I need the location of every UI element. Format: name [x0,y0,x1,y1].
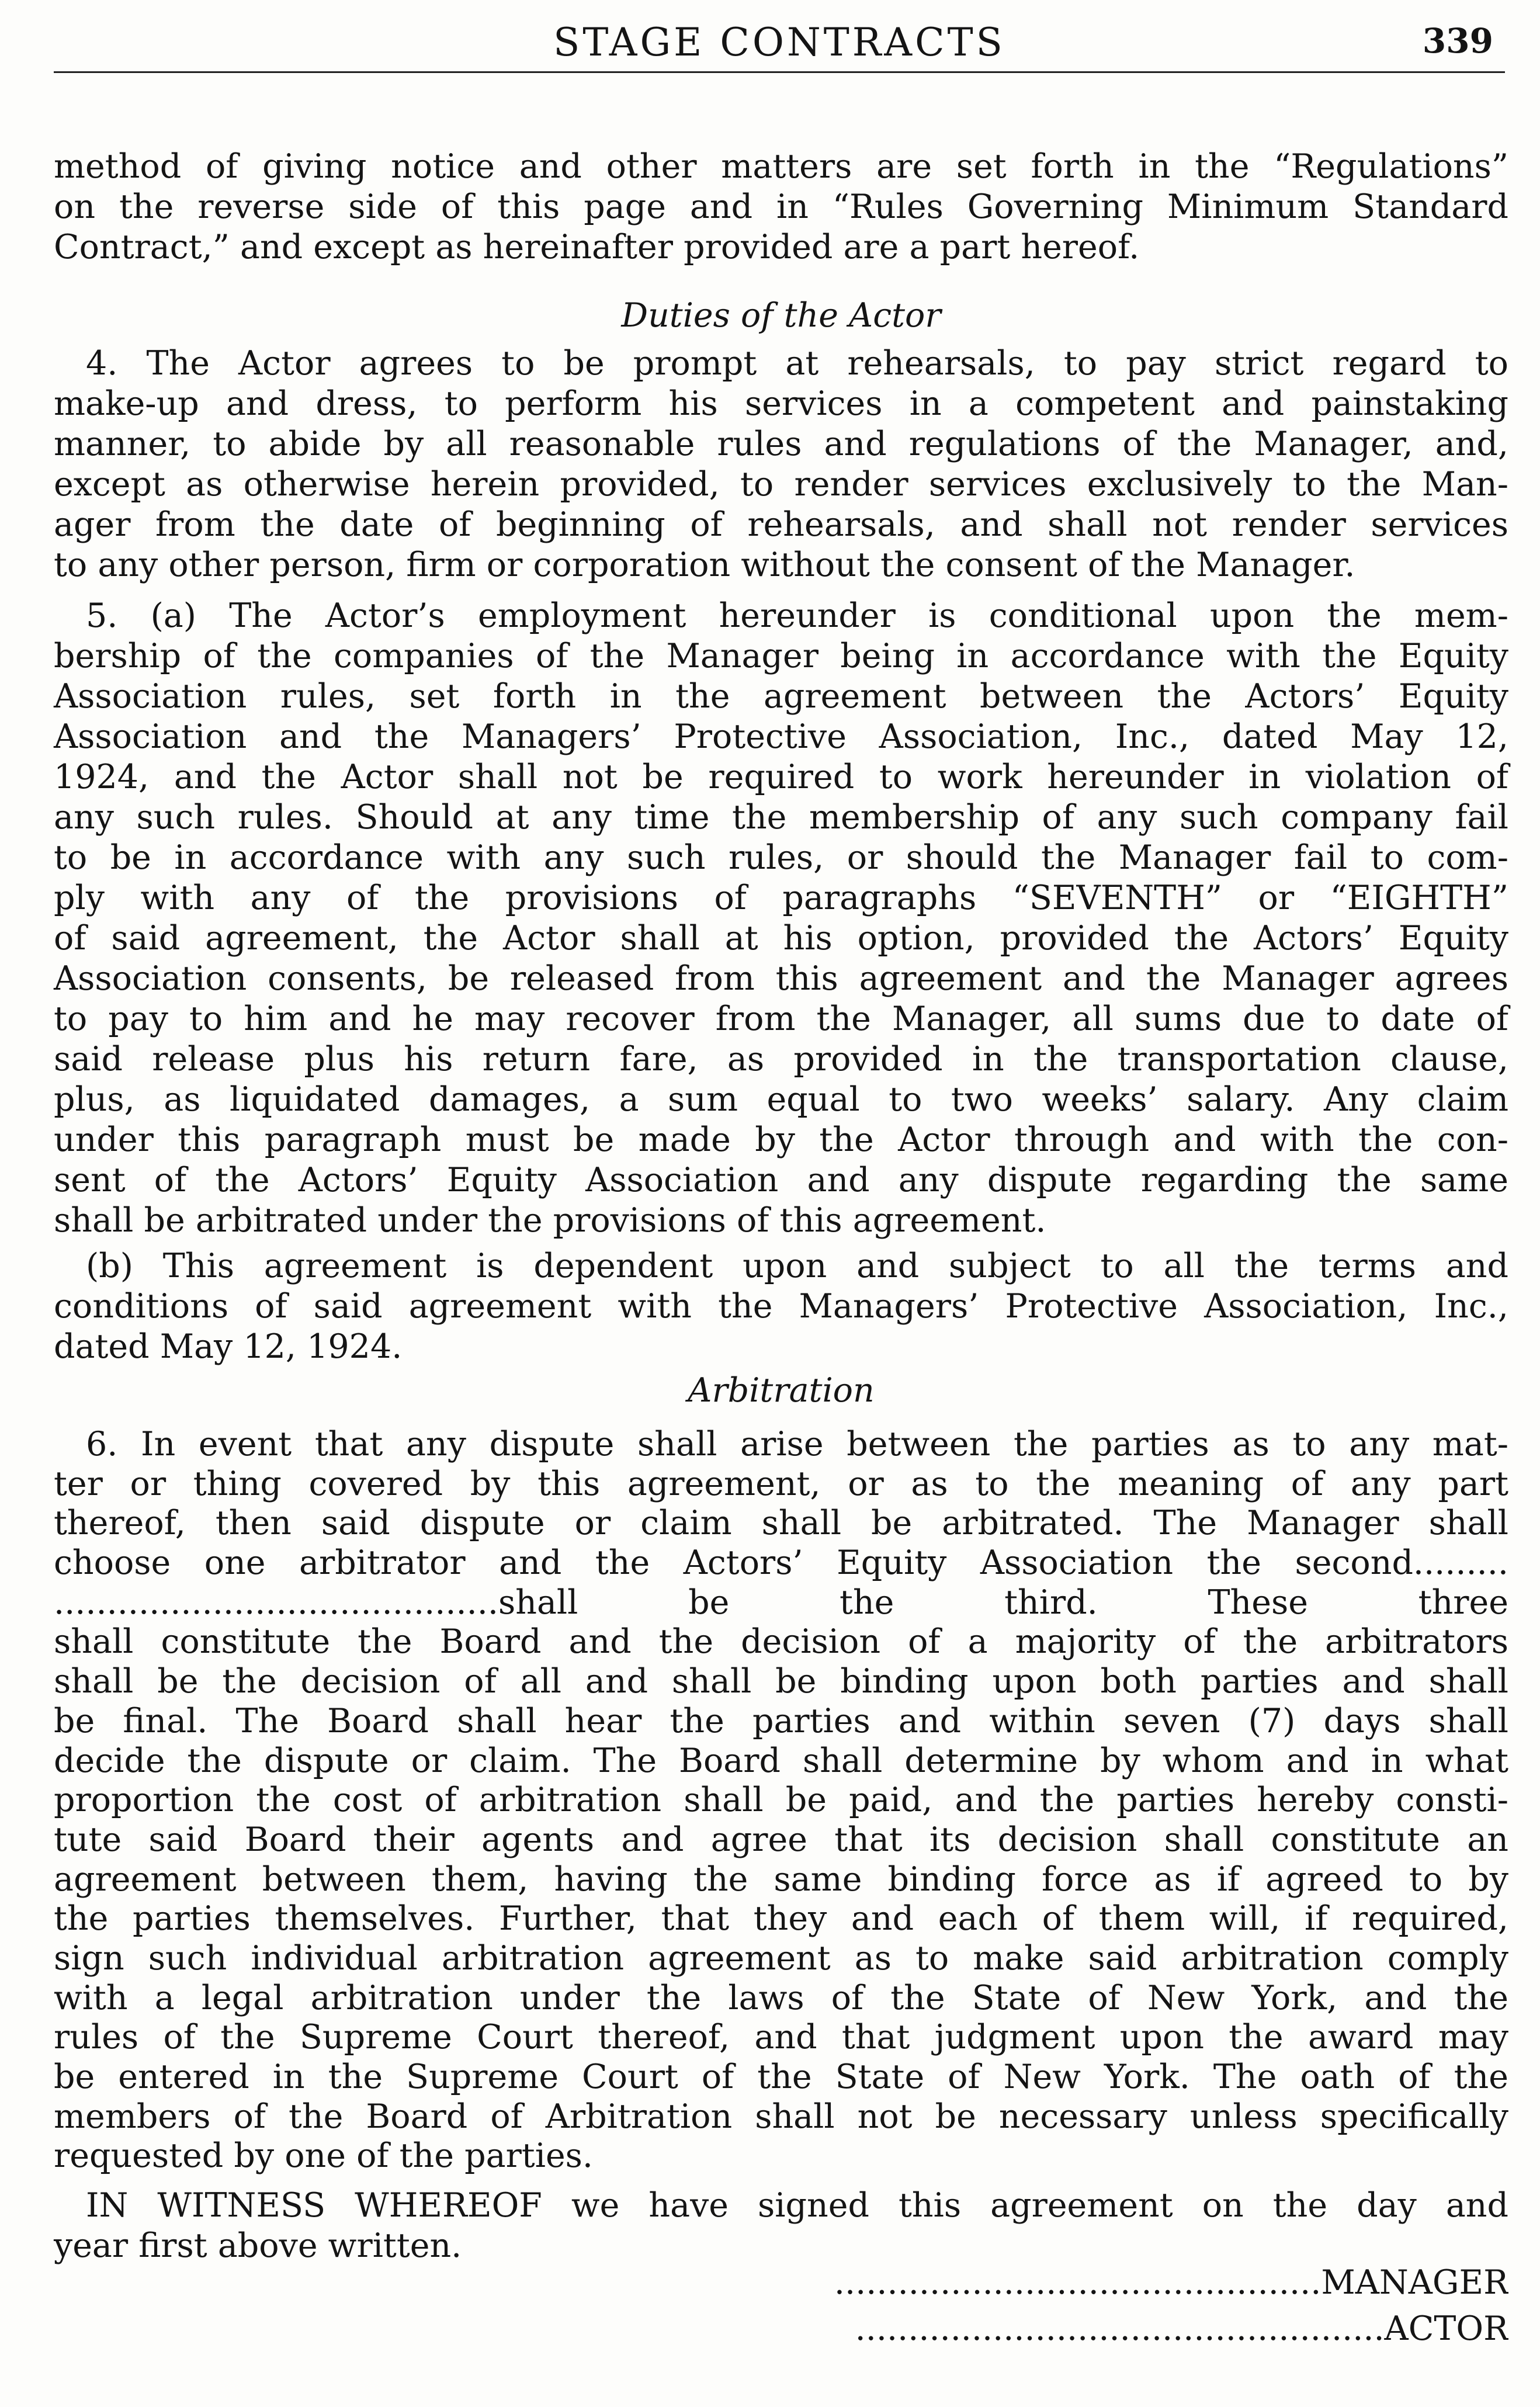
text-line: 6. In event that any dispute shall arise between the parties as to any mat- [86,1425,1508,1463]
text-line: sign such individual arbitration agreement as to make said arbitration comply [54,1938,1508,1978]
paragraph-5b [54,1246,1508,1367]
paragraph-continuation [54,147,1508,268]
text-line: IN WITNESS WHEREOF we have signed this agreement on the day and [86,2186,1508,2225]
text-line: of said agreement, the Actor shall at his option, provided the Actors’ Equity [54,919,1508,958]
text-line: to pay to him and he may recover from the Manager, all sums due to date of [54,1000,1508,1038]
text-line: decide the dispute or claim. The Board shall determine by whom and in what [54,1741,1508,1780]
manager-signature-line: ..............................................MANAGER [834,2263,1508,2302]
text-line: dated May 12, 1924. [54,1327,403,1366]
text-line: 4. The Actor agrees to be prompt at rehearsals, to pay strict regard to [86,344,1508,383]
text-line: thereof, then said dispute or claim shall be arbitrated. The Manager shall [54,1504,1508,1543]
text-line: make-up and dress, to perform his services in a competent and painstaking [54,384,1508,423]
paragraph-5a [54,596,1508,1241]
text-line: to any other person, firm or corporation without the consent of the Manager. [54,546,1355,584]
text-line: agreement between them, having the same binding force as if agreed to by [54,1860,1508,1899]
page-header [54,13,1505,73]
paragraph-4 [54,344,1508,585]
text-line: plus, as liquidated damages, a sum equal to two weeks’ salary. Any claim [54,1080,1508,1119]
section-heading-arbitration: Arbitration [688,1371,875,1410]
running-title: STAGE CONTRACTS [553,20,1005,65]
text-line: members of the Board of Arbitration shall not be necessary unless specifically [54,2097,1508,2136]
text-line: year first above written. [54,2226,462,2265]
text-line: ..........................................shall be the third. These three [54,1583,1508,1622]
text-line: tute said Board their agents and agree that its decision shall constitute an [54,1820,1508,1859]
paragraph-6 [54,1425,1508,2176]
text-line: shall constitute the Board and the decision of a majority of the arbitrators [54,1622,1508,1662]
actor-signature-line: ..................................................ACTOR [855,2309,1508,2348]
text-line: proportion the cost of arbitration shall be paid, and the parties hereby consti- [54,1781,1508,1820]
text-line: Association and the Managers’ Protective Association, Inc., dated May 12, [54,717,1508,756]
text-line: sent of the Actors’ Equity Association and any dispute regarding the same [54,1161,1508,1199]
page-number: 339 [1422,21,1493,61]
text-line: said release plus his return fare, as provided in the transportation clause, [54,1040,1508,1078]
witness-clause [54,2186,1508,2266]
text-line: be final. The Board shall hear the parties and within seven (7) days shall [54,1701,1508,1740]
text-line: ager from the date of beginning of rehearsals, and shall not render services [54,505,1508,544]
text-line: manner, to abide by all reasonable rules and regulations of the Manager, and, [54,425,1508,463]
text-line: Contract,” and except as hereinafter provided are a part hereof. [54,228,1140,266]
text-line: conditions of said agreement with the Managers’ Protective Association, Inc., [54,1287,1508,1326]
text-line: method of giving notice and other matters are set forth in the “Regulations” [54,147,1508,186]
text-line: bership of the companies of the Manager being in accordance with the Equity [54,637,1508,675]
text-line: under this paragraph must be made by the Actor through and with the con- [54,1121,1508,1159]
text-line: with a legal arbitration under the laws of the State of New York, and the [54,1978,1508,2017]
text-line: Association rules, set forth in the agreement between the Actors’ Equity [54,677,1508,716]
text-line: shall be arbitrated under the provisions of this agreement. [54,1201,1046,1240]
text-line: (b) This agreement is dependent upon and subject to all the terms and [86,1247,1508,1285]
text-line: any such rules. Should at any time the membership of any such company fail [54,798,1508,837]
text-line: except as otherwise herein provided, to render services exclusively to the Man- [54,465,1508,504]
text-line: the parties themselves. Further, that they and each of them will, if required, [54,1899,1508,1938]
text-line: Association consents, be released from this agreement and the Manager agrees [54,959,1508,998]
text-line: on the reverse side of this page and in “Rules Governing Minimum Standard [54,188,1508,226]
text-line: rules of the Supreme Court thereof, and that judgment upon the award may [54,2018,1508,2057]
text-line: shall be the decision of all and shall be binding upon both parties and shall [54,1662,1508,1701]
text-line: ter or thing covered by this agreement, or as to the meaning of any part [54,1464,1508,1503]
text-line: 5. (a) The Actor’s employment hereunder is conditional upon the mem- [86,596,1508,635]
text-line: 1924, and the Actor shall not be required to work hereunder in violation of [54,758,1508,796]
text-line: choose one arbitrator and the Actors’ Equity Association the second......... [54,1544,1508,1583]
text-line: requested by one of the parties. [54,2137,594,2176]
text-line: ply with any of the provisions of paragraphs “SEVENTH” or “EIGHTH” [54,879,1508,917]
text-line: be entered in the Supreme Court of the State of New York. The oath of the [54,2058,1508,2096]
section-heading-duties: Duties of the Actor [621,296,941,335]
text-line: to be in accordance with any such rules, or should the Manager fail to com- [54,838,1508,877]
